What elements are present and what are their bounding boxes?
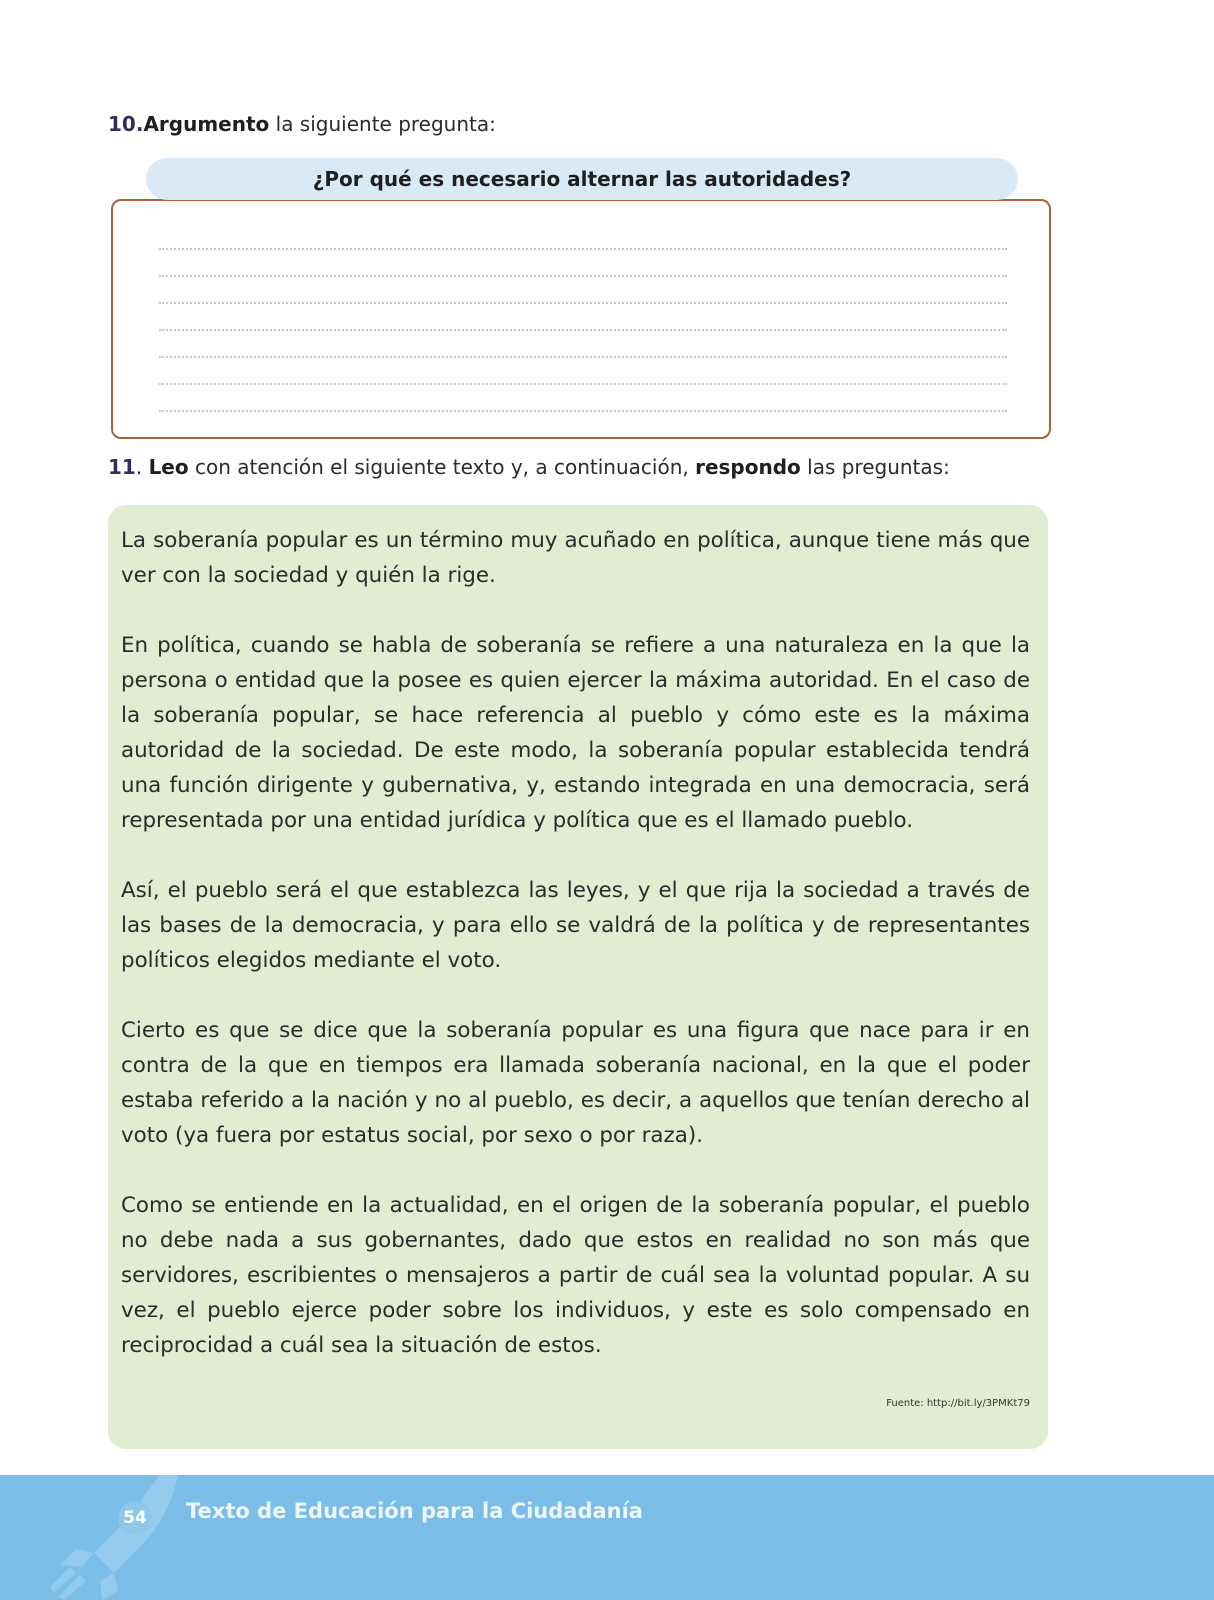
instruction-verb: Argumento xyxy=(143,112,270,136)
reading-paragraph: Cierto es que se dice que la soberanía popular es una figura que nace para ir en contra de la que en tiempos era llamada soberanía nacional, en la que el poder estaba referido a la nación y no al pueblo, es decir, a aquellos que tenían derecho al voto (ya fuera por estatus social, por sexo o por raza). xyxy=(121,1018,1030,1148)
page-footer xyxy=(0,1475,1214,1600)
reading-paragraph: Como se entiende en la actualidad, en el origen de la soberanía popular, el pueblo no debe nada a sus gobernantes, dado que estos en realidad no son más que servidores, escribientes o mensajeros a partir de cuál sea la voluntad popular. A su vez, el pueblo ejerce poder sobre los individuos, y este es solo compensado en reciprocidad a cuál sea la situación de estos. xyxy=(121,1193,1030,1358)
separator: . xyxy=(135,455,149,479)
reading-box xyxy=(108,505,1048,1449)
question-11-heading xyxy=(108,455,950,479)
instruction-verb: Leo xyxy=(148,455,189,479)
answer-line[interactable] xyxy=(159,302,1007,304)
answer-box[interactable] xyxy=(111,199,1051,439)
reading-paragraph: Así, el pueblo será el que establezca las leyes, y el que rija la sociedad a través de las bases de la democracia, y para ello se valdrá de la política y de representantes políticos elegidos mediante el voto. xyxy=(121,878,1030,973)
instruction-text: las preguntas: xyxy=(800,455,950,479)
reading-paragraph: La soberanía popular es un término muy acuñado en política, aunque tiene más que ver con la sociedad y quién la rige. xyxy=(121,528,1030,588)
reading-paragraph: En política, cuando se habla de soberanía se refiere a una naturaleza en la que la persona o entidad que la posee es quien ejercer la máxima autoridad. En el caso de la soberanía popular, se hace referencia al pueblo y cómo este es la máxima autoridad de la sociedad. De este modo, la soberanía popular establecida tendrá una función dirigente y gubernativa, y, estando integrada en una democracia, será representada por una entidad jurídica y política que es el llamado pueblo. xyxy=(121,633,1030,833)
rocket-icon xyxy=(50,1475,190,1600)
question-number: 11 xyxy=(108,455,136,479)
question-number: 10. xyxy=(108,112,144,136)
answer-line[interactable] xyxy=(159,410,1007,412)
instruction-text: con atención el siguiente texto y, a continuación, xyxy=(188,455,696,479)
source-citation: Fuente: http://bit.ly/3PMKt79 xyxy=(886,1398,1030,1409)
page-number: 54 xyxy=(118,1501,152,1535)
instruction-verb: respondo xyxy=(695,455,801,479)
answer-line[interactable] xyxy=(159,275,1007,277)
answer-line[interactable] xyxy=(159,329,1007,331)
instruction-text: la siguiente pregunta: xyxy=(269,112,496,136)
footer-title: Texto de Educación para la Ciudadanía xyxy=(186,1499,643,1523)
question-10-heading xyxy=(108,112,496,136)
answer-line[interactable] xyxy=(159,383,1007,385)
question-pill: ¿Por qué es necesario alternar las autoridades? xyxy=(146,158,1018,200)
answer-line[interactable] xyxy=(159,356,1007,358)
answer-line[interactable] xyxy=(159,248,1007,250)
